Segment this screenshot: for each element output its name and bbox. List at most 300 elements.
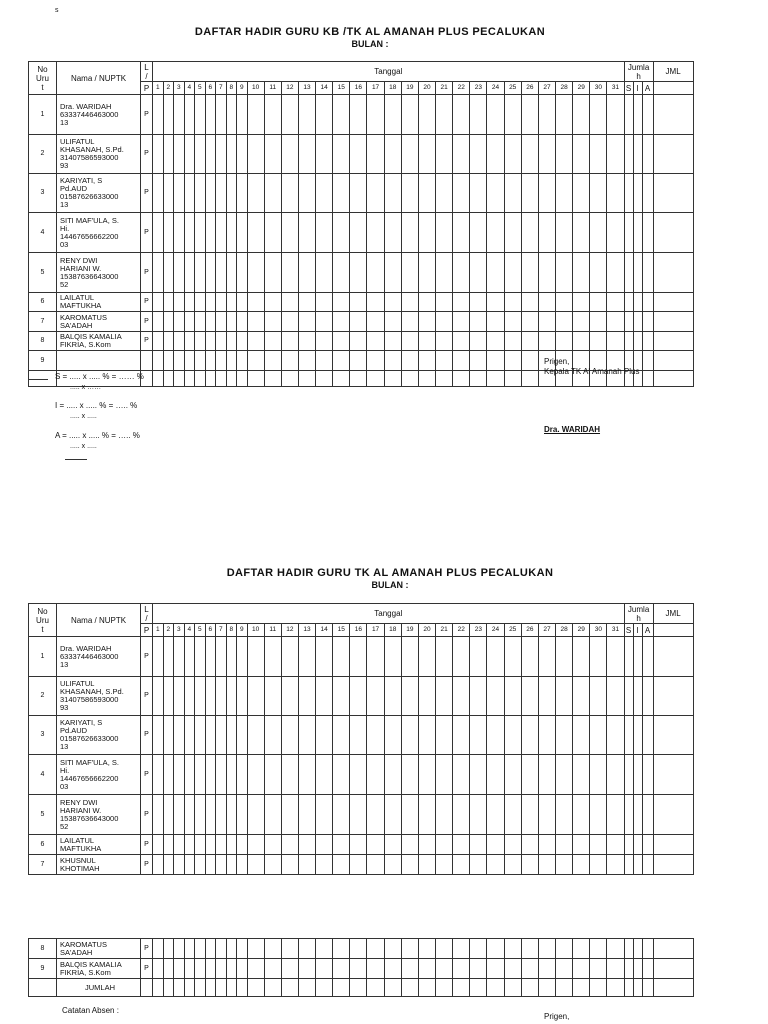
attendance-cell[interactable] xyxy=(607,835,624,855)
attendance-cell[interactable] xyxy=(350,351,367,371)
total-cell[interactable] xyxy=(653,95,693,135)
attendance-cell[interactable] xyxy=(226,253,237,293)
permit-count-cell[interactable] xyxy=(633,835,642,855)
sick-count-cell[interactable] xyxy=(624,755,633,795)
attendance-cell[interactable] xyxy=(384,213,401,253)
attendance-cell[interactable] xyxy=(316,755,333,795)
attendance-cell[interactable] xyxy=(237,939,248,959)
absent-count-cell[interactable] xyxy=(642,835,653,855)
permit-count-cell[interactable] xyxy=(633,332,642,351)
attendance-cell[interactable] xyxy=(153,135,164,174)
attendance-cell[interactable] xyxy=(418,95,435,135)
attendance-cell[interactable] xyxy=(487,253,504,293)
attendance-cell[interactable] xyxy=(153,351,164,371)
attendance-cell[interactable] xyxy=(316,174,333,213)
attendance-cell[interactable] xyxy=(298,979,315,997)
attendance-cell[interactable] xyxy=(470,716,487,755)
attendance-cell[interactable] xyxy=(163,293,174,312)
permit-count-cell[interactable] xyxy=(633,677,642,716)
attendance-cell[interactable] xyxy=(205,332,216,351)
attendance-cell[interactable] xyxy=(184,959,195,979)
attendance-cell[interactable] xyxy=(418,795,435,835)
attendance-cell[interactable] xyxy=(521,979,538,997)
attendance-cell[interactable] xyxy=(470,755,487,795)
attendance-cell[interactable] xyxy=(504,253,521,293)
attendance-cell[interactable] xyxy=(607,135,624,174)
attendance-cell[interactable] xyxy=(153,253,164,293)
attendance-cell[interactable] xyxy=(418,855,435,875)
attendance-cell[interactable] xyxy=(607,312,624,332)
attendance-cell[interactable] xyxy=(607,637,624,677)
attendance-cell[interactable] xyxy=(298,959,315,979)
attendance-cell[interactable] xyxy=(538,959,555,979)
attendance-cell[interactable] xyxy=(521,135,538,174)
attendance-cell[interactable] xyxy=(174,855,185,875)
attendance-cell[interactable] xyxy=(184,312,195,332)
attendance-cell[interactable] xyxy=(163,835,174,855)
attendance-cell[interactable] xyxy=(653,979,693,997)
attendance-cell[interactable] xyxy=(281,855,298,875)
sick-count-cell[interactable] xyxy=(624,213,633,253)
attendance-cell[interactable] xyxy=(163,135,174,174)
attendance-cell[interactable] xyxy=(163,716,174,755)
attendance-cell[interactable] xyxy=(556,939,573,959)
attendance-cell[interactable] xyxy=(573,716,590,755)
attendance-cell[interactable] xyxy=(367,979,384,997)
attendance-cell[interactable] xyxy=(350,835,367,855)
attendance-cell[interactable] xyxy=(556,174,573,213)
attendance-cell[interactable] xyxy=(504,351,521,371)
attendance-cell[interactable] xyxy=(237,312,248,332)
attendance-cell[interactable] xyxy=(436,979,453,997)
attendance-cell[interactable] xyxy=(607,979,624,997)
attendance-cell[interactable] xyxy=(470,835,487,855)
attendance-cell[interactable] xyxy=(590,213,607,253)
attendance-cell[interactable] xyxy=(487,716,504,755)
attendance-cell[interactable] xyxy=(573,755,590,795)
attendance-cell[interactable] xyxy=(487,174,504,213)
attendance-cell[interactable] xyxy=(281,213,298,253)
attendance-cell[interactable] xyxy=(216,795,227,835)
attendance-cell[interactable] xyxy=(556,637,573,677)
attendance-cell[interactable] xyxy=(333,835,350,855)
attendance-cell[interactable] xyxy=(504,371,521,387)
attendance-cell[interactable] xyxy=(384,677,401,716)
attendance-cell[interactable] xyxy=(436,716,453,755)
attendance-cell[interactable] xyxy=(195,135,206,174)
attendance-cell[interactable] xyxy=(350,293,367,312)
attendance-cell[interactable] xyxy=(401,95,418,135)
attendance-cell[interactable] xyxy=(436,351,453,371)
total-cell[interactable] xyxy=(653,312,693,332)
attendance-cell[interactable] xyxy=(247,637,264,677)
attendance-cell[interactable] xyxy=(216,979,227,997)
attendance-cell[interactable] xyxy=(487,95,504,135)
attendance-cell[interactable] xyxy=(333,174,350,213)
attendance-cell[interactable] xyxy=(298,835,315,855)
attendance-cell[interactable] xyxy=(316,135,333,174)
attendance-cell[interactable] xyxy=(350,855,367,875)
attendance-cell[interactable] xyxy=(367,371,384,387)
attendance-cell[interactable] xyxy=(538,835,555,855)
attendance-cell[interactable] xyxy=(350,716,367,755)
attendance-cell[interactable] xyxy=(153,637,164,677)
attendance-cell[interactable] xyxy=(401,312,418,332)
attendance-cell[interactable] xyxy=(216,939,227,959)
attendance-cell[interactable] xyxy=(384,939,401,959)
attendance-cell[interactable] xyxy=(174,174,185,213)
permit-count-cell[interactable] xyxy=(633,312,642,332)
attendance-cell[interactable] xyxy=(216,293,227,312)
attendance-cell[interactable] xyxy=(401,253,418,293)
attendance-cell[interactable] xyxy=(174,979,185,997)
attendance-cell[interactable] xyxy=(538,795,555,835)
attendance-cell[interactable] xyxy=(153,716,164,755)
attendance-cell[interactable] xyxy=(281,312,298,332)
attendance-cell[interactable] xyxy=(607,293,624,312)
attendance-cell[interactable] xyxy=(367,795,384,835)
attendance-cell[interactable] xyxy=(487,332,504,351)
attendance-cell[interactable] xyxy=(521,855,538,875)
sick-count-cell[interactable] xyxy=(624,939,633,959)
attendance-cell[interactable] xyxy=(216,174,227,213)
attendance-cell[interactable] xyxy=(590,795,607,835)
sick-count-cell[interactable] xyxy=(624,959,633,979)
attendance-cell[interactable] xyxy=(384,253,401,293)
attendance-cell[interactable] xyxy=(174,213,185,253)
attendance-cell[interactable] xyxy=(350,979,367,997)
attendance-cell[interactable] xyxy=(384,959,401,979)
attendance-cell[interactable] xyxy=(237,677,248,716)
attendance-cell[interactable] xyxy=(401,213,418,253)
attendance-cell[interactable] xyxy=(538,293,555,312)
attendance-cell[interactable] xyxy=(487,959,504,979)
attendance-cell[interactable] xyxy=(316,716,333,755)
attendance-cell[interactable] xyxy=(195,959,206,979)
attendance-cell[interactable] xyxy=(384,174,401,213)
absent-count-cell[interactable] xyxy=(642,174,653,213)
attendance-cell[interactable] xyxy=(470,253,487,293)
attendance-cell[interactable] xyxy=(367,312,384,332)
attendance-cell[interactable] xyxy=(436,637,453,677)
attendance-cell[interactable] xyxy=(504,293,521,312)
attendance-cell[interactable] xyxy=(538,677,555,716)
attendance-cell[interactable] xyxy=(418,716,435,755)
attendance-cell[interactable] xyxy=(216,95,227,135)
attendance-cell[interactable] xyxy=(226,351,237,371)
attendance-cell[interactable] xyxy=(436,332,453,351)
attendance-cell[interactable] xyxy=(487,795,504,835)
attendance-cell[interactable] xyxy=(205,253,216,293)
attendance-cell[interactable] xyxy=(153,855,164,875)
attendance-cell[interactable] xyxy=(470,213,487,253)
attendance-cell[interactable] xyxy=(350,939,367,959)
attendance-cell[interactable] xyxy=(401,939,418,959)
attendance-cell[interactable] xyxy=(205,351,216,371)
attendance-cell[interactable] xyxy=(538,213,555,253)
attendance-cell[interactable] xyxy=(264,677,281,716)
permit-count-cell[interactable] xyxy=(633,795,642,835)
attendance-cell[interactable] xyxy=(470,135,487,174)
attendance-cell[interactable] xyxy=(556,755,573,795)
attendance-cell[interactable] xyxy=(226,174,237,213)
attendance-cell[interactable] xyxy=(247,371,264,387)
attendance-cell[interactable] xyxy=(163,637,174,677)
attendance-cell[interactable] xyxy=(504,855,521,875)
attendance-cell[interactable] xyxy=(184,939,195,959)
attendance-cell[interactable] xyxy=(153,677,164,716)
attendance-cell[interactable] xyxy=(521,835,538,855)
attendance-cell[interactable] xyxy=(298,351,315,371)
total-cell[interactable] xyxy=(653,637,693,677)
total-cell[interactable] xyxy=(653,213,693,253)
attendance-cell[interactable] xyxy=(470,855,487,875)
attendance-cell[interactable] xyxy=(247,135,264,174)
attendance-cell[interactable] xyxy=(205,677,216,716)
attendance-cell[interactable] xyxy=(401,755,418,795)
attendance-cell[interactable] xyxy=(504,213,521,253)
attendance-cell[interactable] xyxy=(216,135,227,174)
attendance-cell[interactable] xyxy=(521,677,538,716)
attendance-cell[interactable] xyxy=(453,795,470,835)
attendance-cell[interactable] xyxy=(607,677,624,716)
attendance-cell[interactable] xyxy=(504,795,521,835)
attendance-cell[interactable] xyxy=(247,795,264,835)
attendance-cell[interactable] xyxy=(298,795,315,835)
total-cell[interactable] xyxy=(653,135,693,174)
attendance-cell[interactable] xyxy=(384,135,401,174)
attendance-cell[interactable] xyxy=(195,351,206,371)
attendance-cell[interactable] xyxy=(573,959,590,979)
attendance-cell[interactable] xyxy=(573,835,590,855)
attendance-cell[interactable] xyxy=(205,855,216,875)
attendance-cell[interactable] xyxy=(521,312,538,332)
attendance-cell[interactable] xyxy=(333,855,350,875)
attendance-cell[interactable] xyxy=(216,371,227,387)
attendance-cell[interactable] xyxy=(590,312,607,332)
permit-count-cell[interactable] xyxy=(633,716,642,755)
attendance-cell[interactable] xyxy=(418,253,435,293)
attendance-cell[interactable] xyxy=(470,677,487,716)
absent-count-cell[interactable] xyxy=(642,939,653,959)
attendance-cell[interactable] xyxy=(216,835,227,855)
attendance-cell[interactable] xyxy=(163,677,174,716)
attendance-cell[interactable] xyxy=(350,95,367,135)
attendance-cell[interactable] xyxy=(205,979,216,997)
attendance-cell[interactable] xyxy=(504,755,521,795)
attendance-cell[interactable] xyxy=(153,959,164,979)
attendance-cell[interactable] xyxy=(436,213,453,253)
attendance-cell[interactable] xyxy=(470,174,487,213)
attendance-cell[interactable] xyxy=(367,293,384,312)
attendance-cell[interactable] xyxy=(418,637,435,677)
absent-count-cell[interactable] xyxy=(642,855,653,875)
attendance-cell[interactable] xyxy=(418,213,435,253)
attendance-cell[interactable] xyxy=(316,351,333,371)
attendance-cell[interactable] xyxy=(401,716,418,755)
attendance-cell[interactable] xyxy=(521,939,538,959)
attendance-cell[interactable] xyxy=(521,332,538,351)
total-cell[interactable] xyxy=(653,677,693,716)
attendance-cell[interactable] xyxy=(556,835,573,855)
attendance-cell[interactable] xyxy=(184,795,195,835)
attendance-cell[interactable] xyxy=(504,174,521,213)
attendance-cell[interactable] xyxy=(453,371,470,387)
sick-count-cell[interactable] xyxy=(624,677,633,716)
attendance-cell[interactable] xyxy=(487,312,504,332)
attendance-cell[interactable] xyxy=(205,213,216,253)
attendance-cell[interactable] xyxy=(384,332,401,351)
attendance-cell[interactable] xyxy=(504,979,521,997)
attendance-cell[interactable] xyxy=(487,979,504,997)
attendance-cell[interactable] xyxy=(367,95,384,135)
total-cell[interactable] xyxy=(653,253,693,293)
attendance-cell[interactable] xyxy=(401,677,418,716)
attendance-cell[interactable] xyxy=(184,637,195,677)
attendance-cell[interactable] xyxy=(384,312,401,332)
attendance-cell[interactable] xyxy=(316,979,333,997)
attendance-cell[interactable] xyxy=(264,716,281,755)
attendance-cell[interactable] xyxy=(298,637,315,677)
attendance-cell[interactable] xyxy=(153,332,164,351)
attendance-cell[interactable] xyxy=(226,835,237,855)
permit-count-cell[interactable] xyxy=(633,174,642,213)
attendance-cell[interactable] xyxy=(163,351,174,371)
attendance-cell[interactable] xyxy=(281,677,298,716)
attendance-cell[interactable] xyxy=(607,95,624,135)
attendance-cell[interactable] xyxy=(384,855,401,875)
attendance-cell[interactable] xyxy=(607,213,624,253)
attendance-cell[interactable] xyxy=(573,312,590,332)
attendance-cell[interactable] xyxy=(281,716,298,755)
attendance-cell[interactable] xyxy=(205,716,216,755)
attendance-cell[interactable] xyxy=(316,637,333,677)
attendance-cell[interactable] xyxy=(195,677,206,716)
attendance-cell[interactable] xyxy=(367,855,384,875)
attendance-cell[interactable] xyxy=(247,95,264,135)
attendance-cell[interactable] xyxy=(153,95,164,135)
total-cell[interactable] xyxy=(653,835,693,855)
attendance-cell[interactable] xyxy=(504,135,521,174)
attendance-cell[interactable] xyxy=(281,332,298,351)
attendance-cell[interactable] xyxy=(205,174,216,213)
attendance-cell[interactable] xyxy=(453,213,470,253)
attendance-cell[interactable] xyxy=(401,371,418,387)
attendance-cell[interactable] xyxy=(174,135,185,174)
attendance-cell[interactable] xyxy=(226,637,237,677)
attendance-cell[interactable] xyxy=(264,213,281,253)
sick-count-cell[interactable] xyxy=(624,637,633,677)
attendance-cell[interactable] xyxy=(226,213,237,253)
attendance-cell[interactable] xyxy=(264,135,281,174)
attendance-cell[interactable] xyxy=(590,332,607,351)
sick-count-cell[interactable] xyxy=(624,795,633,835)
attendance-cell[interactable] xyxy=(573,795,590,835)
attendance-cell[interactable] xyxy=(184,135,195,174)
attendance-cell[interactable] xyxy=(504,959,521,979)
attendance-cell[interactable] xyxy=(184,174,195,213)
attendance-cell[interactable] xyxy=(195,371,206,387)
attendance-cell[interactable] xyxy=(237,293,248,312)
attendance-cell[interactable] xyxy=(607,332,624,351)
permit-count-cell[interactable] xyxy=(633,959,642,979)
attendance-cell[interactable] xyxy=(521,95,538,135)
attendance-cell[interactable] xyxy=(316,855,333,875)
total-cell[interactable] xyxy=(653,939,693,959)
attendance-cell[interactable] xyxy=(367,677,384,716)
attendance-cell[interactable] xyxy=(384,351,401,371)
attendance-cell[interactable] xyxy=(333,351,350,371)
attendance-cell[interactable] xyxy=(195,939,206,959)
attendance-cell[interactable] xyxy=(216,253,227,293)
attendance-cell[interactable] xyxy=(264,351,281,371)
attendance-cell[interactable] xyxy=(384,979,401,997)
attendance-cell[interactable] xyxy=(184,677,195,716)
attendance-cell[interactable] xyxy=(436,95,453,135)
attendance-cell[interactable] xyxy=(247,959,264,979)
attendance-cell[interactable] xyxy=(453,979,470,997)
attendance-cell[interactable] xyxy=(384,637,401,677)
attendance-cell[interactable] xyxy=(573,637,590,677)
attendance-cell[interactable] xyxy=(607,174,624,213)
attendance-cell[interactable] xyxy=(573,174,590,213)
absent-count-cell[interactable] xyxy=(642,677,653,716)
attendance-cell[interactable] xyxy=(174,716,185,755)
attendance-cell[interactable] xyxy=(590,135,607,174)
absent-count-cell[interactable] xyxy=(642,332,653,351)
attendance-cell[interactable] xyxy=(226,95,237,135)
attendance-cell[interactable] xyxy=(333,213,350,253)
attendance-cell[interactable] xyxy=(590,959,607,979)
attendance-cell[interactable] xyxy=(607,253,624,293)
attendance-cell[interactable] xyxy=(590,253,607,293)
attendance-cell[interactable] xyxy=(436,174,453,213)
attendance-cell[interactable] xyxy=(184,213,195,253)
permit-count-cell[interactable] xyxy=(633,135,642,174)
attendance-cell[interactable] xyxy=(226,135,237,174)
attendance-cell[interactable] xyxy=(281,979,298,997)
attendance-cell[interactable] xyxy=(216,351,227,371)
attendance-cell[interactable] xyxy=(316,795,333,835)
attendance-cell[interactable] xyxy=(436,371,453,387)
attendance-cell[interactable] xyxy=(195,332,206,351)
attendance-cell[interactable] xyxy=(470,293,487,312)
total-cell[interactable] xyxy=(653,755,693,795)
attendance-cell[interactable] xyxy=(195,637,206,677)
attendance-cell[interactable] xyxy=(216,213,227,253)
attendance-cell[interactable] xyxy=(237,755,248,795)
attendance-cell[interactable] xyxy=(333,939,350,959)
attendance-cell[interactable] xyxy=(237,174,248,213)
attendance-cell[interactable] xyxy=(163,795,174,835)
attendance-cell[interactable] xyxy=(504,332,521,351)
attendance-cell[interactable] xyxy=(247,855,264,875)
attendance-cell[interactable] xyxy=(556,293,573,312)
attendance-cell[interactable] xyxy=(163,312,174,332)
attendance-cell[interactable] xyxy=(367,213,384,253)
attendance-cell[interactable] xyxy=(237,135,248,174)
attendance-cell[interactable] xyxy=(556,95,573,135)
attendance-cell[interactable] xyxy=(384,795,401,835)
attendance-cell[interactable] xyxy=(504,637,521,677)
attendance-cell[interactable] xyxy=(436,135,453,174)
attendance-cell[interactable] xyxy=(350,174,367,213)
attendance-cell[interactable] xyxy=(298,213,315,253)
attendance-cell[interactable] xyxy=(453,174,470,213)
absent-count-cell[interactable] xyxy=(642,351,653,371)
attendance-cell[interactable] xyxy=(264,253,281,293)
attendance-cell[interactable] xyxy=(607,755,624,795)
